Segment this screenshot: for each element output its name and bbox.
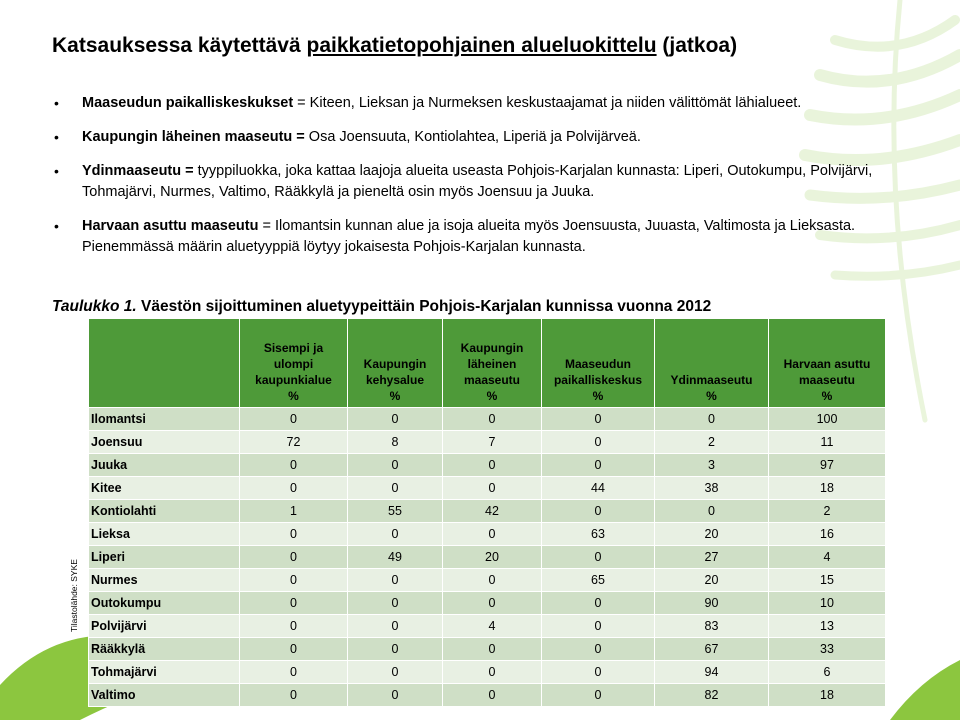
table-cell: 20 [443, 546, 542, 569]
table-row [89, 684, 886, 707]
table-cell: 44 [542, 477, 655, 500]
bullet-item: • Harvaan asuttu maaseutu = Ilomantsin kunnan alue ja isoja alueita myös Joensuusta, Juuasta, Valtimosta ja Lieksasta. Pienemmässä määrin aluetyyppiä löytyy jokaisesta Pohjois-Karjalan kunnasta. [52, 216, 942, 258]
column-header: Ydinmaaseutu % [655, 319, 769, 408]
table-cell: 10 [769, 592, 886, 615]
table-cell: 0 [348, 684, 443, 707]
table-cell: 0 [240, 523, 348, 546]
table-row [89, 546, 886, 569]
table-row [89, 454, 886, 477]
table-cell: 0 [542, 500, 655, 523]
table-row [89, 615, 886, 638]
table-cell: 27 [655, 546, 769, 569]
table-cell: 0 [443, 638, 542, 661]
bullet-item: • Ydinmaaseutu = tyyppiluokka, joka kattaa laajoja alueita useasta Pohjois-Karjalan kunnasta: Liperi, Outokumpu, Polvijärvi, Tohmajärvi, Nurmes, Valtimo, Rääkkylä ja pieneltä osin myös Joensuu ja Juuka. [52, 161, 942, 203]
municipality-name: Ilomantsi [89, 408, 240, 431]
table-cell: 0 [443, 569, 542, 592]
table-cell: 0 [443, 408, 542, 431]
table-cell: 6 [769, 661, 886, 684]
table-row [89, 523, 886, 546]
table-cell: 2 [655, 431, 769, 454]
table-cell: 63 [542, 523, 655, 546]
table-cell: 13 [769, 615, 886, 638]
bullet-list [52, 93, 942, 271]
table-cell: 0 [240, 546, 348, 569]
bullet-item: • Kaupungin läheinen maaseutu = Osa Joensuuta, Kontiolahtea, Liperiä ja Polvijärveä. [52, 127, 942, 148]
municipality-name: Outokumpu [89, 592, 240, 615]
table-cell: 0 [348, 454, 443, 477]
table-cell: 83 [655, 615, 769, 638]
table-cell: 0 [348, 408, 443, 431]
table-row [89, 431, 886, 454]
table-cell: 0 [542, 431, 655, 454]
table-row [89, 638, 886, 661]
table-cell: 100 [769, 408, 886, 431]
table-cell: 0 [542, 684, 655, 707]
column-header: Kaupungin läheinen maaseutu % [443, 319, 542, 408]
table-cell: 4 [443, 615, 542, 638]
table-cell: 0 [542, 638, 655, 661]
table-caption: Taulukko 1. Väestön sijoittuminen aluetyypeittäin Pohjois-Karjalan kunnissa vuonna 2012 [52, 298, 712, 315]
municipality-name: Polvijärvi [89, 615, 240, 638]
table-cell: 0 [655, 500, 769, 523]
table-cell: 0 [348, 477, 443, 500]
table-cell: 0 [348, 661, 443, 684]
table-row [89, 408, 886, 431]
municipality-name: Valtimo [89, 684, 240, 707]
table-cell: 0 [443, 454, 542, 477]
table-cell: 0 [240, 408, 348, 431]
table-cell: 0 [240, 615, 348, 638]
table-cell: 20 [655, 523, 769, 546]
municipality-name: Nurmes [89, 569, 240, 592]
table-cell: 7 [443, 431, 542, 454]
table-cell: 0 [542, 592, 655, 615]
table-cell: 4 [769, 546, 886, 569]
table-cell: 0 [240, 477, 348, 500]
table-cell: 97 [769, 454, 886, 477]
column-header: Maaseudun paikalliskeskus % [542, 319, 655, 408]
table-cell: 0 [348, 615, 443, 638]
header-corner [89, 319, 240, 408]
table-cell: 18 [769, 477, 886, 500]
table-cell: 0 [240, 454, 348, 477]
table-cell: 0 [655, 408, 769, 431]
table-cell: 0 [240, 684, 348, 707]
table-cell: 82 [655, 684, 769, 707]
municipality-name: Lieksa [89, 523, 240, 546]
data-table [88, 318, 886, 707]
table-cell: 15 [769, 569, 886, 592]
table-row [89, 500, 886, 523]
table-cell: 33 [769, 638, 886, 661]
table-row [89, 569, 886, 592]
table-cell: 0 [240, 592, 348, 615]
table-cell: 0 [240, 638, 348, 661]
table-cell: 72 [240, 431, 348, 454]
municipality-name: Juuka [89, 454, 240, 477]
bullet-item: • Maaseudun paikalliskeskukset = Kiteen, Lieksan ja Nurmeksen keskustaajamat ja niiden välittömät lähialueet. [52, 93, 942, 114]
table-cell: 90 [655, 592, 769, 615]
source-note: Tilastolähde: SYKE [69, 559, 79, 632]
column-header: Sisempi ja ulompi kaupunkialue % [240, 319, 348, 408]
table-cell: 18 [769, 684, 886, 707]
table-cell: 0 [443, 684, 542, 707]
page-title: Katsauksessa käytettävä paikkatietopohjainen alueluokittelu (jatkoa) [52, 34, 738, 57]
table-cell: 94 [655, 661, 769, 684]
table-cell: 0 [443, 523, 542, 546]
table-cell: 0 [348, 592, 443, 615]
municipality-name: Joensuu [89, 431, 240, 454]
table-cell: 1 [240, 500, 348, 523]
municipality-name: Tohmajärvi [89, 661, 240, 684]
column-header: Harvaan asuttu maaseutu % [769, 319, 886, 408]
title-underlined: paikkatietopohjainen alueluokittelu [306, 34, 657, 57]
table-cell: 0 [542, 546, 655, 569]
table-cell: 11 [769, 431, 886, 454]
municipality-name: Kitee [89, 477, 240, 500]
table-cell: 16 [769, 523, 886, 546]
table-cell: 0 [443, 477, 542, 500]
table-cell: 0 [348, 638, 443, 661]
table-cell: 55 [348, 500, 443, 523]
table-cell: 0 [542, 408, 655, 431]
table-cell: 0 [348, 569, 443, 592]
table-cell: 42 [443, 500, 542, 523]
municipality-name: Liperi [89, 546, 240, 569]
table-cell: 2 [769, 500, 886, 523]
table-cell: 3 [655, 454, 769, 477]
table-row [89, 592, 886, 615]
table-cell: 38 [655, 477, 769, 500]
table-cell: 0 [542, 615, 655, 638]
table-cell: 0 [348, 523, 443, 546]
table-cell: 0 [240, 661, 348, 684]
table-header-row [89, 319, 886, 408]
table-cell: 67 [655, 638, 769, 661]
table-row [89, 661, 886, 684]
table-cell: 20 [655, 569, 769, 592]
column-header: Kaupungin kehysalue % [348, 319, 443, 408]
table-cell: 49 [348, 546, 443, 569]
table-row [89, 477, 886, 500]
table-cell: 0 [542, 454, 655, 477]
table-body [89, 408, 886, 707]
table-cell: 8 [348, 431, 443, 454]
table-cell: 0 [240, 569, 348, 592]
table-cell: 0 [542, 661, 655, 684]
table-cell: 0 [443, 661, 542, 684]
table-cell: 0 [443, 592, 542, 615]
municipality-name: Kontiolahti [89, 500, 240, 523]
table-cell: 65 [542, 569, 655, 592]
municipality-name: Rääkkylä [89, 638, 240, 661]
